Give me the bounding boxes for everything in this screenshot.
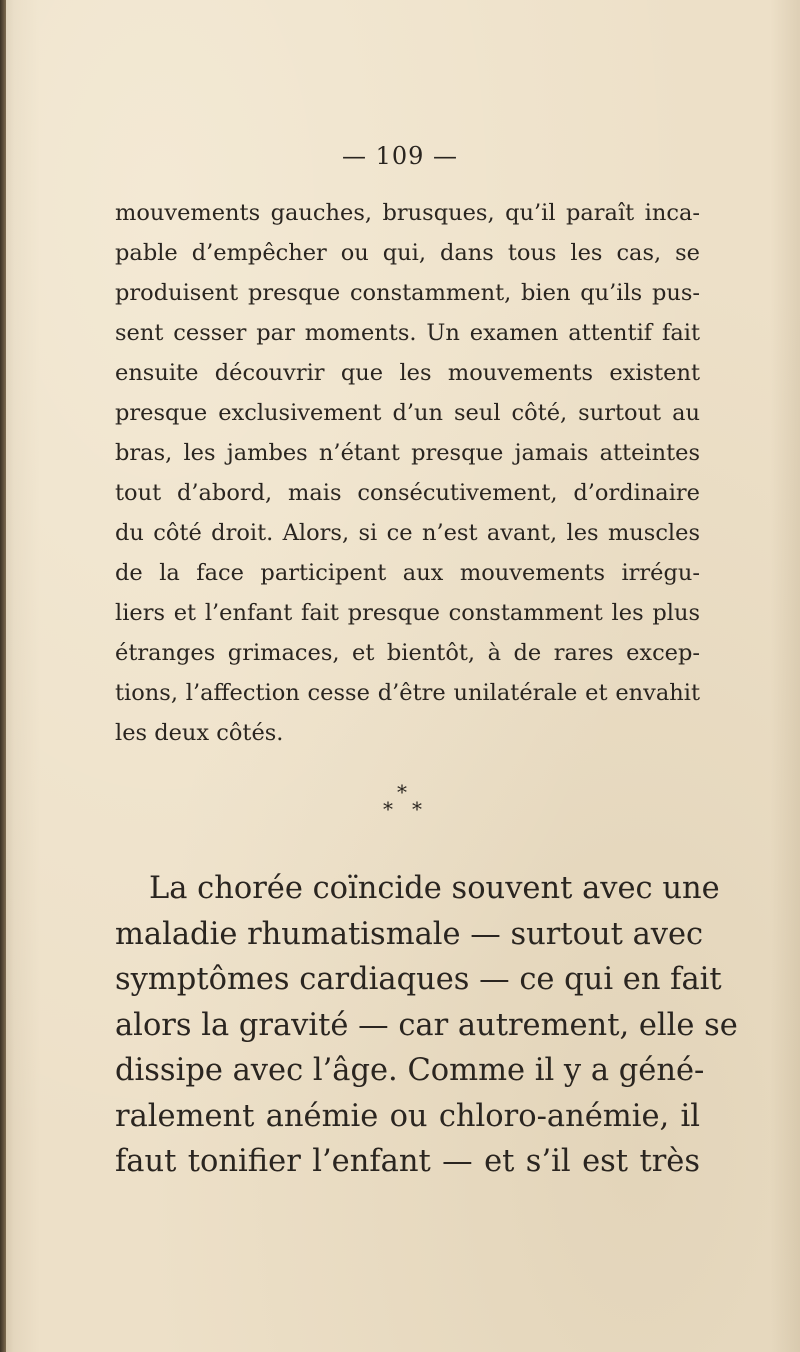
text-line: liers et l’enfant fait presque constamment les plus xyxy=(115,600,700,626)
text-line: de la face participent aux mouvements irrégu- xyxy=(115,560,700,586)
text-line: ralement anémie ou chloro-anémie, il xyxy=(115,1098,700,1134)
text-line: tout d’abord, mais consécutivement, d’ordinaire xyxy=(115,480,700,506)
asterism-star: * xyxy=(383,797,393,821)
text-line: du côté droit. Alors, si ce n’est avant, les muscles xyxy=(115,520,700,546)
text-line: produisent presque constamment, bien qu’ils pus- xyxy=(115,280,700,306)
text-line: La chorée coïncide souvent avec une xyxy=(149,871,720,906)
text-line: presque exclusivement d’un seul côté, surtout au xyxy=(115,400,700,426)
body-paragraph xyxy=(115,193,700,753)
page-number: — 109 — xyxy=(341,142,459,170)
text-line: bras, les jambes n’étant presque jamais atteintes xyxy=(115,440,700,466)
text-line: alors la gravité — car autrement, elle se xyxy=(115,1007,738,1043)
page-binding-edge xyxy=(0,0,6,1352)
text-line: ensuite découvrir que les mouvements existent xyxy=(115,360,700,386)
large-print-paragraph xyxy=(115,866,738,1185)
text-line: sent cesser par moments. Un examen attentif fait xyxy=(115,320,700,346)
text-line: tions, l’affection cesse d’être unilatérale et envahit xyxy=(115,680,700,706)
text-line: mouvements gauches, brusques, qu’il paraît inca- xyxy=(115,200,700,226)
asterism-star: * xyxy=(397,780,407,804)
asterism-star: * xyxy=(412,797,422,821)
text-line: symptômes cardiaques — ce qui en fait xyxy=(115,962,722,997)
text-line: pable d’empêcher ou qui, dans tous les cas, se xyxy=(115,240,700,266)
section-break-asterism xyxy=(380,780,440,826)
text-line: faut tonifier l’enfant — et s’il est très xyxy=(115,1144,700,1179)
text-line: les deux côtés. xyxy=(115,720,284,746)
text-line: étranges grimaces, et bientôt, à de rares excep- xyxy=(115,640,700,666)
text-line: dissipe avec l’âge. Comme il y a géné- xyxy=(115,1053,705,1088)
text-line: maladie rhumatismale — surtout avec xyxy=(115,916,704,952)
